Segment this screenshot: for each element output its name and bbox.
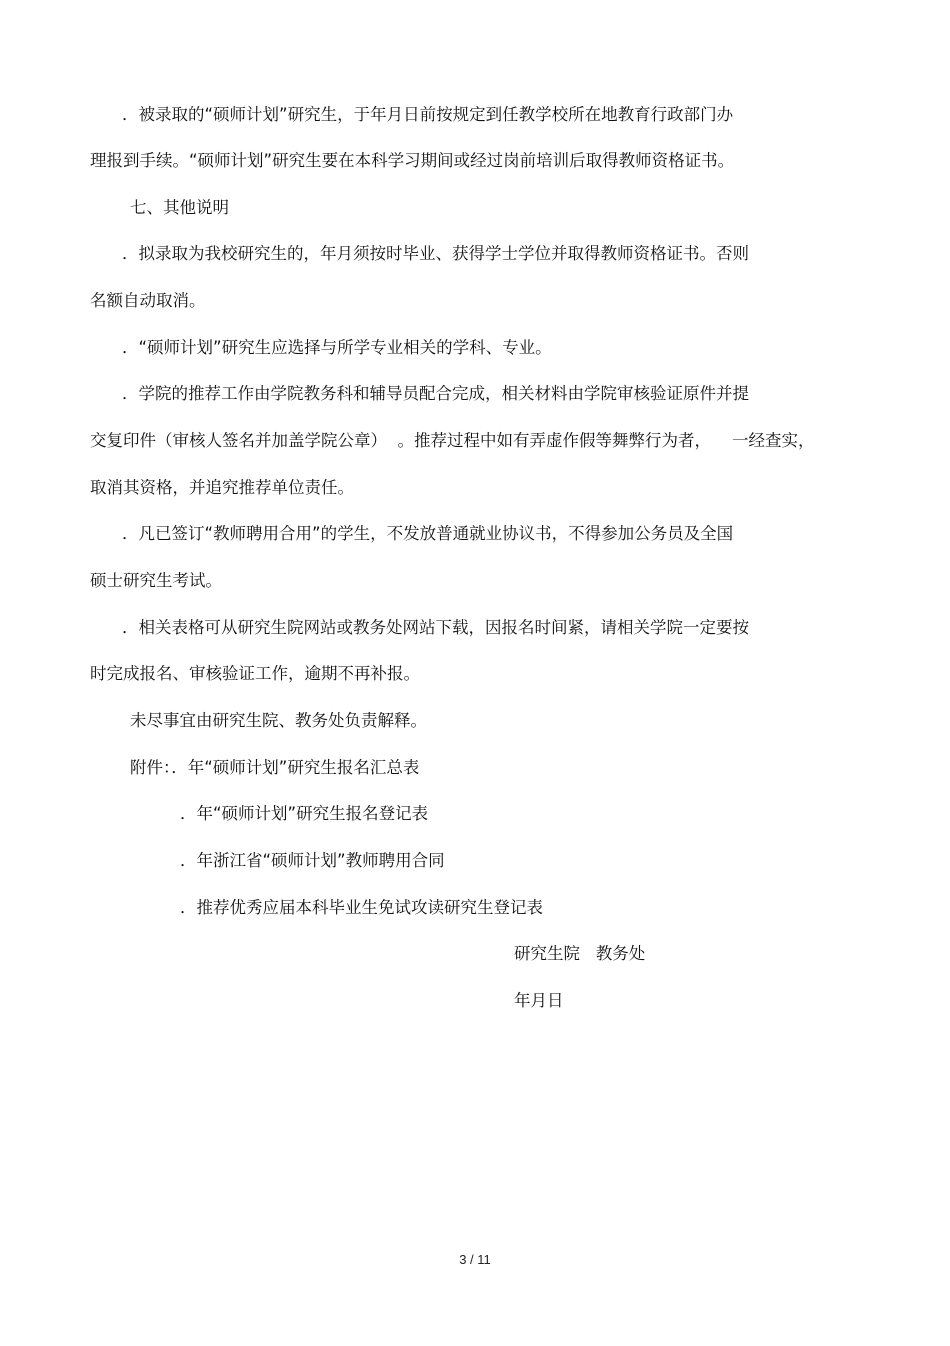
section-heading: 七、其他说明	[130, 198, 229, 217]
text-line: ．“硕师计划”研究生应选择与所学专业相关的学科、专业。	[122, 338, 552, 357]
text-line: 理报到手续。“硕师计划”研究生要在本科学习期间或经过岗前培训后取得教师资格证书。	[90, 151, 735, 170]
text-line: 时完成报名、审核验证工作，逾期不再补报。	[90, 664, 420, 683]
text-line: 取消其资格，并追究推荐单位责任。	[90, 478, 354, 497]
text-line: 未尽事宜由研究生院、教务处负责解释。	[130, 711, 427, 730]
text-line: ．相关表格可从研究生院网站或教务处网站下载，因报名时间紧，请相关学院一定要按	[122, 618, 749, 637]
attachment-line: ．年“硕师计划”研究生报名登记表	[180, 804, 429, 823]
text-line: 交复印件（审核人签名并加盖学院公章） 。推荐过程中如有弄虚作假等舞弊行为者， 一经查实，	[90, 431, 815, 450]
page-number: 3 / 11	[459, 1252, 491, 1267]
text-line: ．学院的推荐工作由学院教务科和辅导员配合完成，相关材料由学院审核验证原件并提	[122, 384, 749, 403]
text-line: ．拟录取为我校研究生的，年月须按时毕业、获得学士学位并取得教师资格证书。否则	[122, 244, 749, 263]
text-line: ．凡已签订“教师聘用合用”的学生，不发放普通就业协议书，不得参加公务员及全国	[122, 524, 734, 543]
attachment-line: 附件：．年“硕师计划”研究生报名汇总表	[130, 758, 420, 777]
attachment-line: ．推荐优秀应届本科毕业生免试攻读研究生登记表	[180, 898, 543, 917]
text-line: 名额自动取消。	[90, 291, 206, 310]
text-line: 硕士研究生考试。	[90, 571, 222, 590]
signature-date: 年月日	[514, 991, 564, 1010]
attachment-line: ．年浙江省“硕师计划”教师聘用合同	[180, 851, 445, 870]
signature-issuer: 研究生院 教务处	[514, 944, 646, 963]
text-line: ．被录取的“硕师计划”研究生，于年月日前按规定到任教学校所在地教育行政部门办	[122, 105, 734, 124]
